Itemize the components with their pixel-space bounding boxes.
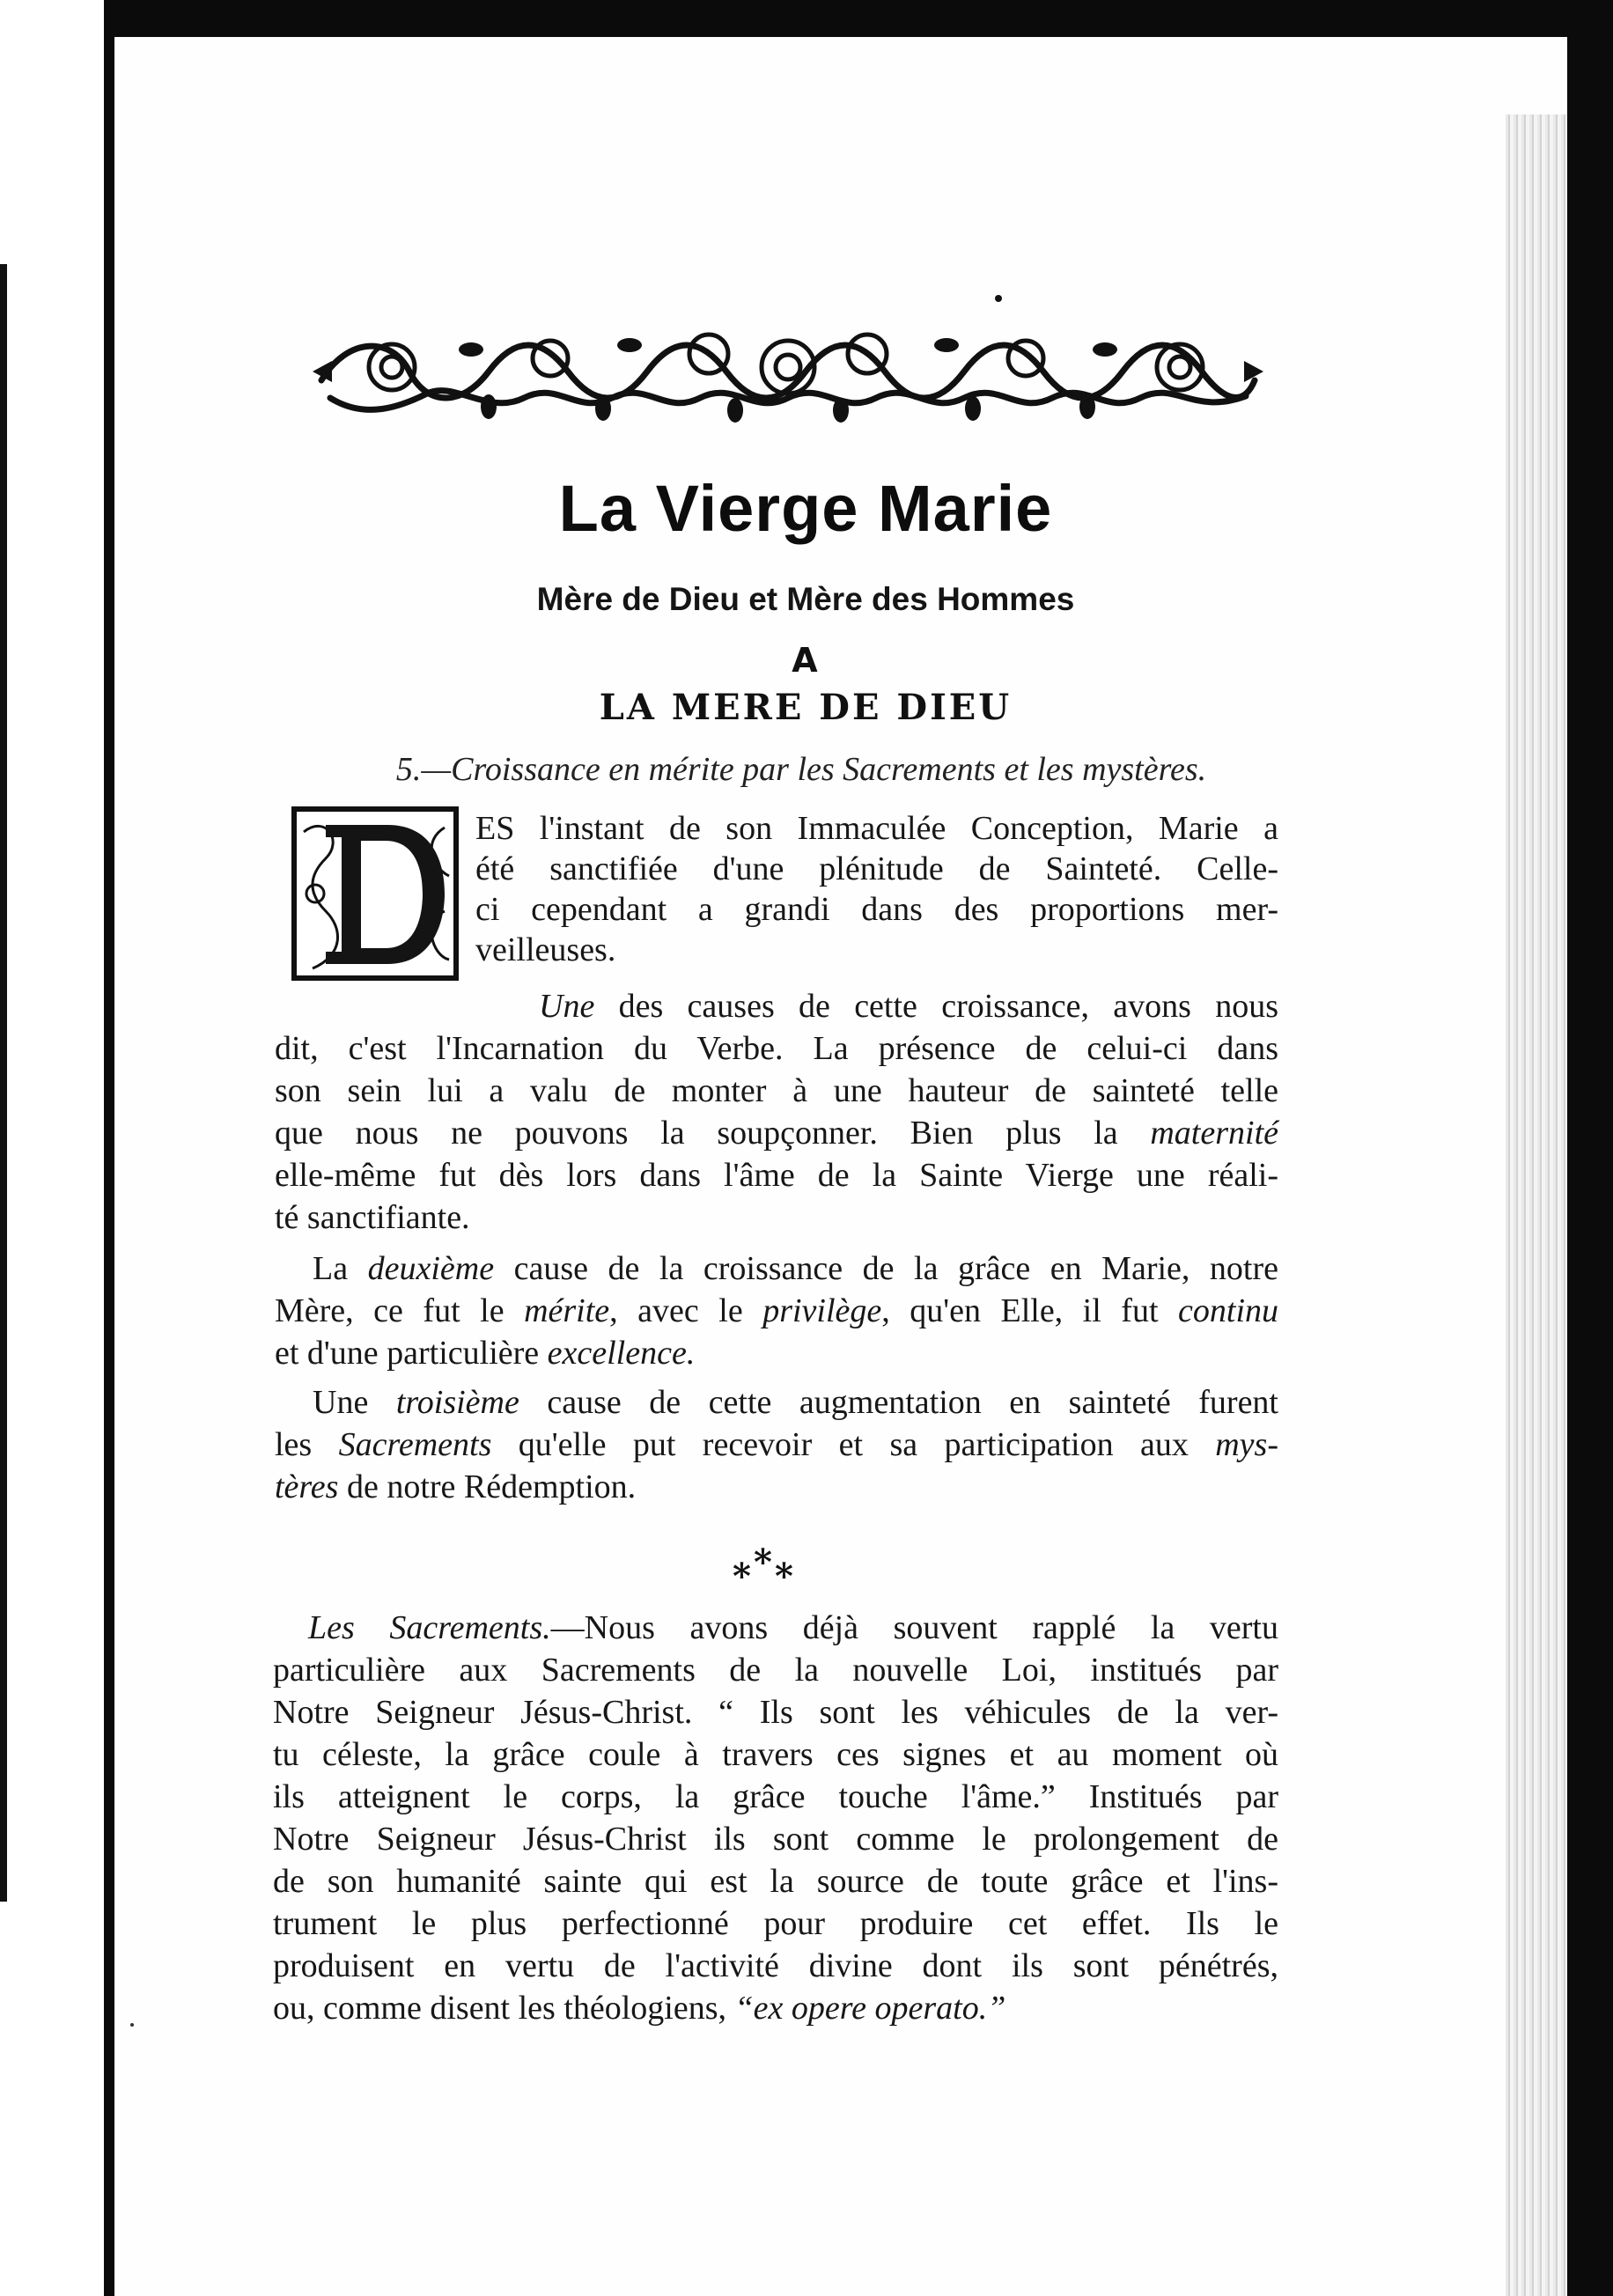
text-line: de son humanité sainte qui est la source de toute grâce et l'ins-	[273, 1863, 1278, 1900]
text-span: Mère, ce fut le	[275, 1292, 525, 1329]
printing-speck	[130, 2023, 134, 2027]
text-line: veilleuses.	[475, 931, 616, 968]
italic-span: Une	[539, 988, 595, 1025]
asterism-separator: * * *	[733, 1542, 793, 1597]
text-line: produisent en vertu de l'activité divine dont ils sont pénétrés,	[273, 1947, 1278, 1984]
text-line: tu céleste, la grâce coule à travers ces signes et au moment où	[273, 1736, 1278, 1773]
text-span: et d'une particulière	[275, 1335, 548, 1372]
italic-span: continu	[1178, 1292, 1279, 1329]
text-line	[273, 1988, 1278, 2028]
italic-span: troisième	[395, 1384, 519, 1421]
text-span: —Nous avons déjà souvent rapplé la vertu	[550, 1609, 1278, 1646]
italic-span: maternité	[1150, 1115, 1278, 1152]
text-span: que nous ne pouvons la soupçonner. Bien plus la	[275, 1115, 1151, 1152]
text-span: qu'elle put recevoir et sa participation aux	[491, 1426, 1216, 1463]
text-line: Notre Seigneur Jésus-Christ. “ Ils sont les véhicules de la ver-	[273, 1694, 1278, 1731]
text-line	[275, 1467, 1278, 1507]
text-span: Une	[313, 1384, 396, 1421]
text-line	[313, 1382, 1278, 1423]
text-line: ES l'instant de son Immaculée Conception, Marie a	[475, 810, 1278, 847]
ornament-band	[313, 319, 1263, 426]
italic-span: tères	[275, 1468, 339, 1505]
text-line: té sanctifiante.	[275, 1199, 470, 1236]
text-line: son sein lui a valu de monter à une hauteur de sainteté telle	[275, 1072, 1278, 1109]
section-title: LA MERE DE DIEU	[599, 687, 1013, 728]
text-line: Notre Seigneur Jésus-Christ ils sont comme le prolongement de	[273, 1821, 1278, 1858]
text-line	[275, 1291, 1278, 1331]
text-line: elle-même fut dès lors dans l'âme de la Sainte Vierge une réali-	[275, 1157, 1278, 1194]
italic-span: mys-	[1215, 1426, 1278, 1463]
text-span: cause de la croissance de la grâce en Marie, notre	[494, 1250, 1278, 1287]
printing-speck	[995, 295, 1002, 302]
text-span: des causes de cette croissance, avons nous	[594, 988, 1278, 1025]
italic-span: “ex opere operato.”	[734, 1990, 1006, 2027]
page-subtitle: Mère de Dieu et Mère des Hommes	[536, 581, 1075, 617]
italic-span: mérite	[524, 1292, 610, 1329]
text-line: ci cependant a grandi dans des proportions mer-	[475, 891, 1278, 928]
text-line	[275, 1333, 1278, 1373]
text-span: les	[275, 1426, 339, 1463]
italic-span: privilège	[762, 1292, 882, 1329]
italic-span: Les Sacrements.	[308, 1609, 551, 1646]
text-line: été sanctifiée d'une plénitude de Sainteté. Celle-	[475, 850, 1278, 887]
text-line	[308, 1608, 1278, 1648]
text-line	[313, 1248, 1278, 1289]
page-edges	[1506, 114, 1567, 2296]
text-line	[539, 986, 1278, 1027]
text-line: particulière aux Sacrements de la nouvelle Loi, institués par	[273, 1652, 1278, 1689]
text-span: cause de cette augmentation en sainteté furent	[519, 1384, 1278, 1421]
section-letter: A	[792, 641, 820, 680]
gutter	[104, 0, 111, 2296]
dropcap-initial	[291, 806, 460, 982]
left-page-edge	[0, 0, 104, 2296]
text-line: dit, c'est l'Incarnation du Verbe. La présence de celui-ci dans	[275, 1030, 1278, 1067]
text-line	[275, 1113, 1278, 1153]
text-span: ou, comme disent les théologiens,	[273, 1990, 735, 2027]
text-line: ils atteignent le corps, la grâce touche l'âme.” Institués par	[273, 1778, 1278, 1815]
book-spine	[0, 264, 7, 1902]
chapter-heading: 5.—Croissance en mérite par les Sacrements et les mystères.	[395, 751, 1207, 788]
text-line: trument le plus perfectionné pour produire cet effet. Ils le	[273, 1905, 1278, 1942]
text-line	[275, 1424, 1278, 1465]
italic-span: excellence.	[547, 1335, 696, 1372]
page-title: La Vierge Marie	[558, 472, 1053, 545]
text-span: , avec le	[609, 1292, 763, 1329]
italic-span: Sacrements	[338, 1426, 492, 1463]
italic-span: deuxième	[367, 1250, 495, 1287]
text-span: , qu'en Elle, il fut	[881, 1292, 1179, 1329]
text-span: de notre Rédemption.	[338, 1468, 637, 1505]
text-span: La	[313, 1250, 368, 1287]
